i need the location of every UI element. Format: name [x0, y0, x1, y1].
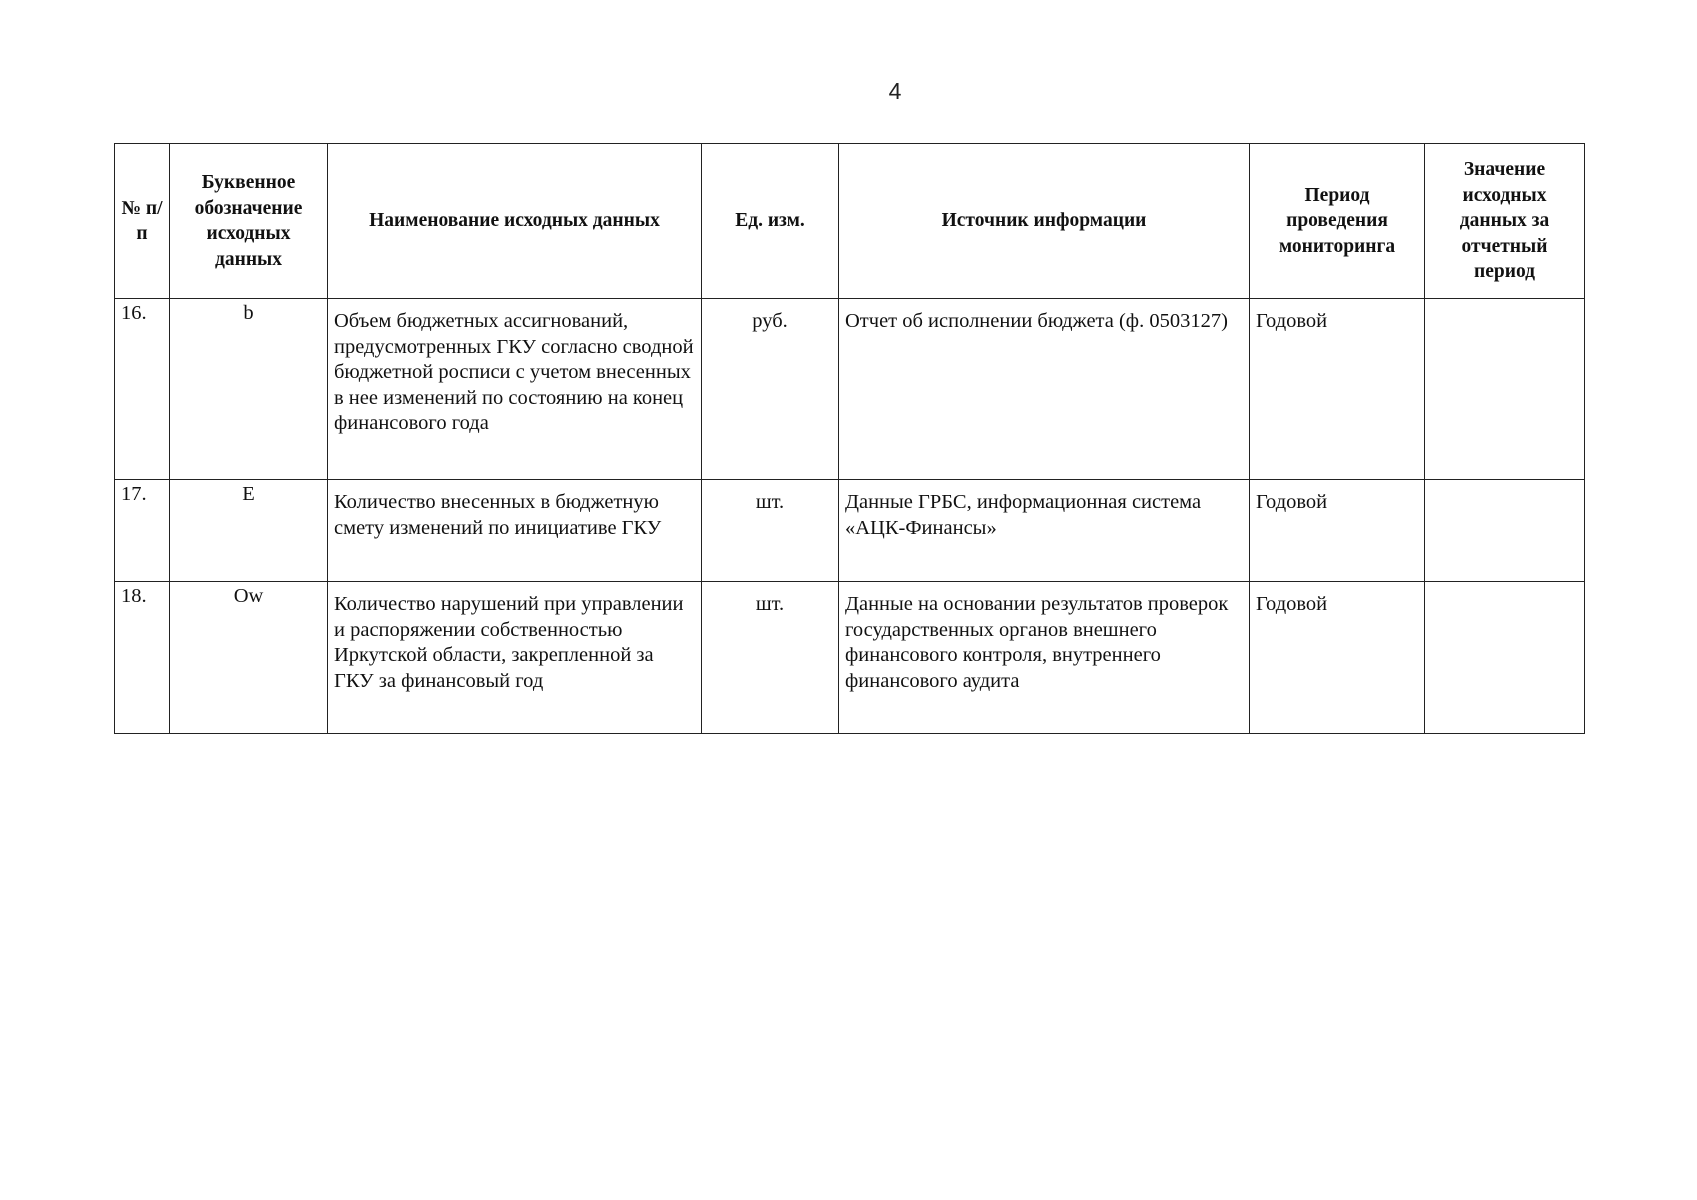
table-row: [115, 480, 1585, 582]
row-letter: b: [170, 299, 328, 480]
row-value: [1425, 582, 1585, 734]
header-period: Период проведения мониторинга: [1250, 144, 1425, 299]
header-value: Значение исходных данных за отчетный период: [1425, 144, 1585, 299]
source-data-table: [114, 143, 1585, 734]
row-value: [1425, 480, 1585, 582]
row-name: Объем бюджетных ассигнований, предусмотренных ГКУ согласно сводной бюджетной росписи с учетом внесенных в нее изменений по состоянию на конец финансового года: [328, 299, 702, 480]
row-source: Отчет об исполнении бюджета (ф. 0503127): [839, 299, 1250, 480]
row-number: 16.: [115, 299, 170, 480]
table-header-row: [115, 144, 1585, 299]
header-name: Наименование исходных данных: [328, 144, 702, 299]
row-unit: шт.: [702, 582, 839, 734]
row-name: Количество нарушений при управлении и распоряжении собственностью Иркутской области, закрепленной за ГКУ за финансовый год: [328, 582, 702, 734]
page-number: 4: [888, 78, 902, 104]
row-period: Годовой: [1250, 299, 1425, 480]
row-number: 17.: [115, 480, 170, 582]
row-period: Годовой: [1250, 480, 1425, 582]
table-row: [115, 299, 1585, 480]
row-period: Годовой: [1250, 582, 1425, 734]
row-source: Данные на основании результатов проверок государственных органов внешнего финансового контроля, внутреннего финансового аудита: [839, 582, 1250, 734]
row-unit: руб.: [702, 299, 839, 480]
row-source: Данные ГРБС, информационная система «АЦК-Финансы»: [839, 480, 1250, 582]
row-value: [1425, 299, 1585, 480]
row-letter: E: [170, 480, 328, 582]
header-letter: Буквенное обозначение исходных данных: [170, 144, 328, 299]
row-letter: Ow: [170, 582, 328, 734]
header-number: № п/п: [115, 144, 170, 299]
row-number: 18.: [115, 582, 170, 734]
row-unit: шт.: [702, 480, 839, 582]
row-name: Количество внесенных в бюджетную смету изменений по инициативе ГКУ: [328, 480, 702, 582]
header-unit: Ед. изм.: [702, 144, 839, 299]
header-source: Источник информации: [839, 144, 1250, 299]
table-row: [115, 582, 1585, 734]
